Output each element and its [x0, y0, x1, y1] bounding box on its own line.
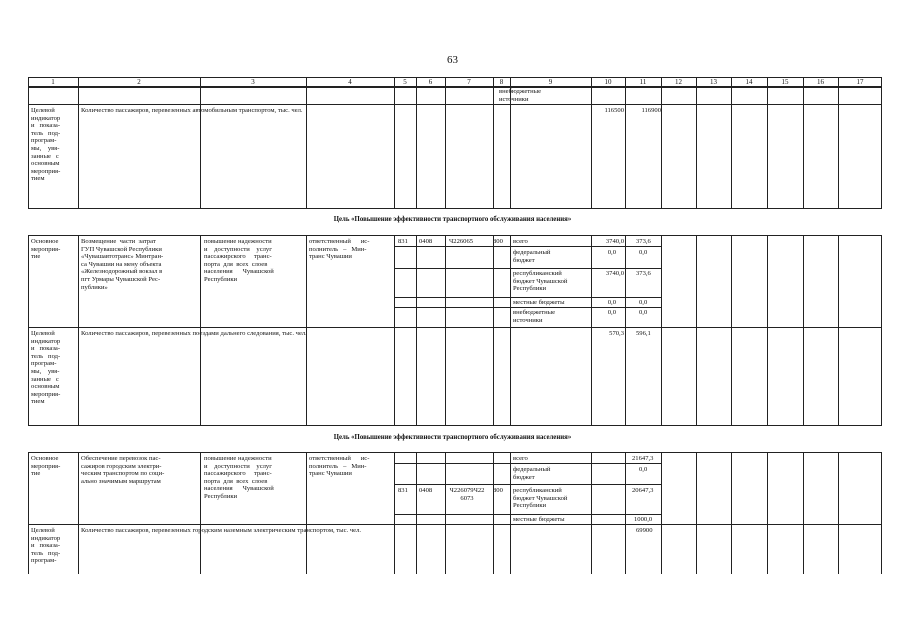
- m1-v10-2: 3740,0: [605, 270, 624, 277]
- column-header-14: 14: [745, 78, 753, 86]
- m1-v10-1: 0,0: [607, 249, 616, 256]
- indicator-1-v10: 116500: [604, 107, 624, 114]
- column-header-5: 5: [403, 78, 407, 86]
- m2-src-0: всего: [513, 455, 528, 462]
- goal-title-2: Цель «Повышение эффективности транспортного обслуживания населения»: [333, 434, 572, 441]
- measure-2-c6: 0408: [419, 487, 433, 494]
- indicator-2-text: Количество пассажиров, перевезенных поездами дальнего следования, тыс. чел.: [81, 330, 307, 337]
- m2-src-2: республиканский бюджет Чувашской Республики: [513, 487, 568, 510]
- m1-v10-3: 0,0: [607, 299, 616, 306]
- column-header-17: 17: [856, 78, 864, 86]
- measure-1-label: Основное мероприя- тие: [31, 238, 61, 261]
- m1-src-3: местные бюджеты: [513, 299, 565, 306]
- page-number: 63: [447, 54, 458, 66]
- m2-src-1: федеральный бюджет: [513, 466, 551, 481]
- column-header-1: 1: [51, 78, 55, 86]
- measure-1-c8: 800: [493, 238, 503, 245]
- column-header-4: 4: [348, 78, 352, 86]
- indicator-2-label: Целевой индикатор и показа- тель под- програм- мы, увя- занные с основным мероприя- тием: [31, 330, 61, 406]
- column-header-9: 9: [548, 78, 553, 86]
- indicator-3-text: Количество пассажиров, перевезенных городским наземным электрическим транспортом, тыс. чел.: [81, 527, 362, 534]
- measure-1-c5: 831: [398, 238, 408, 245]
- column-header-16: 16: [817, 78, 824, 86]
- m2-v11-2: 20647,3: [632, 487, 654, 494]
- indicator-3-v11: 69900: [636, 527, 653, 534]
- measure-1-executor: ответственный ис- полнитель – Мин- транс Чувашии: [309, 238, 370, 261]
- m1-v11-4: 0,0: [639, 309, 648, 316]
- column-header-6: 6: [428, 78, 433, 86]
- measure-1-name: Возмещение части затрат ГУП Чувашской Республики «Чувашавтотранс» Минтран- са Чувашии на мену объекта «Железнодорожный вокзал в пгт Урмары Чувашской Рес- публики»: [81, 238, 164, 291]
- measure-2-c7: Ч226079Ч22 6073: [449, 487, 485, 502]
- column-header-13: 13: [710, 78, 717, 86]
- m2-src-3: местные бюджеты: [513, 516, 565, 523]
- table-section-measure-2: [28, 452, 882, 574]
- measure-1-goal: повышение надежности и доступности услуг пассажирского транс- порта для всех слоев населения Чувашской Республики: [204, 238, 274, 283]
- m1-v11-0: 373,6: [636, 238, 651, 245]
- cont-source: внебюджетные источники: [499, 88, 542, 103]
- measure-2-name: Обеспечение перевозок пас- сажиров городским электри- ческим транспортом по соци- ально значимым маршрутам: [81, 455, 165, 485]
- m1-src-2: республиканский бюджет Чувашской Республики: [513, 270, 568, 293]
- indicator-label: Целевой индикатор и показа- тель под- програм- мы, увя- занные с основным мероприя- тием: [31, 107, 61, 183]
- m1-src-1: федеральный бюджет: [513, 249, 551, 264]
- m1-v11-2: 373,6: [636, 270, 651, 277]
- m1-v11-3: 0,0: [639, 299, 648, 306]
- column-header-10: 10: [604, 78, 612, 86]
- column-header-15: 15: [781, 78, 789, 86]
- indicator-3-label: Целевой индикатор и показа- тель под- програм-: [31, 527, 61, 565]
- goal-title-1: Цель «Повышение эффективности транспортного обслуживания населения»: [333, 216, 572, 223]
- indicator-2-v10: 570,3: [609, 330, 624, 337]
- column-header-11: 11: [639, 78, 647, 86]
- m2-v11-1: 0,0: [639, 466, 648, 473]
- table-section-indicator-1: [28, 86, 882, 209]
- indicator-1-v11: 116900: [641, 107, 661, 114]
- measure-1-c7: Ч226065: [449, 238, 474, 245]
- m2-v11-3: 1000,0: [634, 516, 653, 523]
- measure-2-executor: ответственный ис- полнитель – Мин- транс Чувашии: [309, 455, 370, 478]
- column-header-7: 7: [467, 78, 471, 86]
- measure-1-c6: 0408: [419, 238, 433, 245]
- measure-2-c5: 831: [398, 487, 408, 494]
- m1-src-0: всего: [513, 238, 528, 245]
- indicator-1-text: Количество пассажиров, перевезенных автомобильным транспортом, тыс. чел.: [81, 107, 303, 114]
- m1-v10-4: 0,0: [607, 309, 616, 316]
- column-header-12: 12: [675, 78, 682, 86]
- column-header-3: 3: [251, 78, 255, 86]
- measure-2-label: Основное мероприя- тие: [31, 455, 61, 478]
- m2-v11-0: 21647,3: [632, 455, 654, 462]
- m1-src-4: внебюджетные источники: [513, 309, 556, 324]
- table-section-measure-1: [28, 235, 882, 426]
- column-header-8: 8: [499, 78, 504, 86]
- m1-v10-0: 3740,0: [605, 238, 624, 245]
- m1-v11-1: 0,0: [639, 249, 648, 256]
- measure-2-goal: повышение надежности и доступности услуг пассажирского транс- порта для всех слоев населения Чувашской Республики: [204, 455, 274, 500]
- measure-2-c8: 800: [493, 487, 503, 494]
- indicator-2-v11: 596,1: [636, 330, 651, 337]
- column-header-2: 2: [137, 78, 141, 86]
